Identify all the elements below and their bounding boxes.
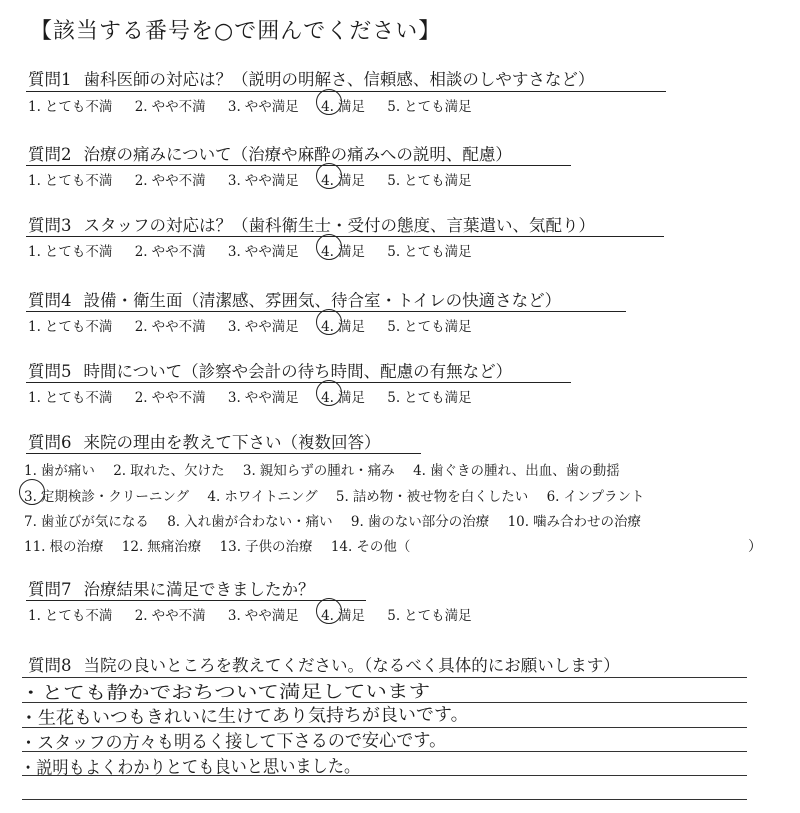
other-paren-close: ） [748,539,762,555]
question-7-title [28,576,315,602]
reasons-row-3 [24,510,655,530]
reason-white-fillings[interactable]: 5. 詰め物・被せ物を白くしたい [335,489,529,505]
handwritten-comment-2: ・生花もいつもきれいに生けてあり気持ちが良いです。 [19,704,469,729]
question-1-underline [26,91,666,92]
question-text: 来院の理由を教えて下さい（複数回答） [83,433,381,452]
handwritten-comment-3: ・スタッフの方々も明るく接して下さるので安心です。 [19,729,447,754]
option-2[interactable]: 2. やや不満 [134,608,206,624]
question-text: スタッフの対応は？（歯科衛生士・受付の態度、言葉遣い、気配り） [83,216,595,235]
option-2[interactable]: 2. やや不満 [134,390,206,406]
option-4-selected[interactable]: 4. 満足 [321,604,365,624]
reason-4[interactable]: 4. 歯ぐきの腫れ、出血、歯の動揺 [413,463,620,479]
question-number: 質問6 [28,433,72,452]
option-4-selected[interactable]: 4. 満足 [321,386,365,406]
question-text: 時間について（診察や会計の待ち時間、配慮の有無など） [83,362,513,381]
reasons-row-1 [24,459,634,479]
question-3-title [28,212,595,238]
option-3[interactable]: 3. やや満足 [227,99,299,115]
option-1[interactable]: 1. とても不満 [28,390,113,406]
option-2[interactable]: 2. やや不満 [134,244,206,260]
question-number: 質問7 [28,580,72,599]
option-2[interactable]: 2. やや不満 [134,99,206,115]
question-7-options [28,604,490,624]
reasons-row-2 [24,485,658,505]
question-2-options [28,169,490,189]
question-text: 歯科医師の対応は？（説明の明解さ、信頼感、相談のしやすさなど） [83,70,595,89]
option-5[interactable]: 5. とても満足 [387,608,472,624]
option-5[interactable]: 5. とても満足 [387,319,472,335]
option-5[interactable]: 5. とても満足 [387,390,472,406]
option-2[interactable]: 2. やや不満 [134,319,206,335]
question-text: 治療結果に満足できましたか？ [83,580,315,599]
option-3[interactable]: 3. やや満足 [227,319,299,335]
question-1-options [28,95,490,115]
option-4-selected[interactable]: 4. 満足 [321,169,365,189]
question-number: 質問1 [28,70,72,89]
question-text: 治療の痛みについて（治療や麻酔の痛みへの説明、配慮） [83,145,512,164]
question-2-underline [26,165,571,166]
option-1[interactable]: 1. とても不満 [28,99,113,115]
reason-3[interactable]: 3. 親知らずの腫れ・痛み [242,463,395,479]
reason-13[interactable]: 13. 子供の治療 [219,539,313,555]
question-5-underline [26,382,571,383]
reason-9[interactable]: 9. 歯のない部分の治療 [350,514,490,530]
reason-14-other[interactable]: 14. その他（ [330,539,411,555]
option-1[interactable]: 1. とても不満 [28,244,113,260]
reason-7[interactable]: 7. 歯並びが気になる [24,514,149,530]
question-text: 当院の良いところを教えてください。（なるべく具体的にお願いします） [83,656,620,675]
question-4-title [28,287,561,313]
option-2[interactable]: 2. やや不満 [134,173,206,189]
handwritten-comment-1: ・とても静かでおちついて満足しています [19,681,431,704]
option-4-selected[interactable]: 4. 満足 [321,240,365,260]
writing-line [22,799,747,800]
question-number: 質問8 [28,656,72,675]
reasons-row-4 [24,535,424,555]
question-5-options [28,386,490,406]
handwritten-comment-4: ・説明もよくわかりとても良いと思いました。 [19,756,361,779]
question-4-options [28,315,490,335]
reason-11[interactable]: 11. 根の治療 [24,539,104,555]
reason-checkup-selected[interactable]: 3. 定期検診・クリーニング [24,485,189,505]
option-3[interactable]: 3. やや満足 [227,173,299,189]
question-number: 質問5 [28,362,72,381]
question-2-title [28,141,512,167]
reason-1[interactable]: 1. 歯が痛い [24,463,95,479]
reason-implant[interactable]: 6. インプラント [546,489,645,505]
question-text: 設備・衛生面（清潔感、雰囲気、待合室・トイレの快適さなど） [83,291,562,310]
reason-12[interactable]: 12. 無痛治療 [121,539,202,555]
option-5[interactable]: 5. とても満足 [387,173,472,189]
question-3-underline [26,236,664,237]
option-1[interactable]: 1. とても不満 [28,319,113,335]
question-number: 質問3 [28,216,72,235]
question-6-title [28,429,381,455]
reason-10[interactable]: 10. 噛み合わせの治療 [507,514,642,530]
option-1[interactable]: 1. とても不満 [28,608,113,624]
question-6-underline [26,453,421,454]
option-3[interactable]: 3. やや満足 [227,608,299,624]
option-5[interactable]: 5. とても満足 [387,244,472,260]
option-5[interactable]: 5. とても満足 [387,99,472,115]
instruction-heading: 【該当する番号を○で囲んでください】 [30,19,442,44]
option-4-selected[interactable]: 4. 満足 [321,315,365,335]
option-4-selected[interactable]: 4. 満足 [321,95,365,115]
reason-whitening[interactable]: 4. ホワイトニング [207,489,318,505]
question-8-title [28,652,620,678]
option-3[interactable]: 3. やや満足 [227,390,299,406]
question-5-title [28,358,512,384]
question-1-title [28,66,594,92]
option-3[interactable]: 3. やや満足 [227,244,299,260]
question-number: 質問4 [28,291,72,310]
reason-2[interactable]: 2. 取れた、欠けた [113,463,225,479]
option-1[interactable]: 1. とても不満 [28,173,113,189]
reason-8[interactable]: 8. 入れ歯が合わない・痛い [167,514,333,530]
question-7-underline [26,600,366,601]
question-3-options [28,240,490,260]
question-number: 質問2 [28,145,72,164]
